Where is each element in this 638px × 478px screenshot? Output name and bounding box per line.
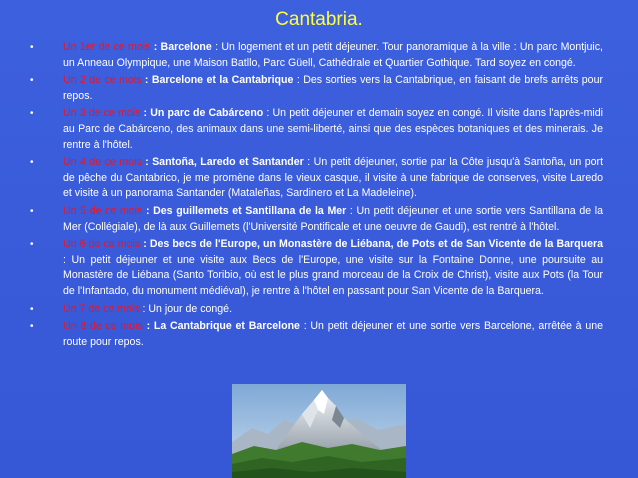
description: : Un petit déjeuner et une sortie vers Barcelone, arrêtée à une route pour repos. <box>63 320 603 348</box>
bullet-icon: • <box>30 108 34 120</box>
separator: : <box>140 238 150 251</box>
separator: : <box>142 204 154 217</box>
list-item <box>28 319 603 350</box>
day-label: Un 2 de ce mois <box>63 74 142 87</box>
slide-title: Cantabria. <box>275 9 363 30</box>
day-label: Un 4 de ce mois <box>63 156 142 169</box>
day-label: Un 3 de ce mois <box>63 107 141 120</box>
list-item <box>28 237 603 299</box>
separator: : <box>139 302 149 315</box>
list-item <box>28 73 603 104</box>
bullet-icon: • <box>30 75 34 87</box>
bullet-icon: • <box>30 157 34 169</box>
day-label: Un 1er de ce mois <box>63 41 151 53</box>
destination: La Cantabrique et Barcelone <box>153 320 300 333</box>
day-label: Un 8 de ce mois <box>63 320 143 333</box>
list-item <box>28 155 603 202</box>
day-label: Un 5 de ce mois <box>63 204 143 217</box>
bullet-icon: • <box>30 303 34 315</box>
separator: : <box>142 320 154 333</box>
mountain-photo <box>232 384 406 478</box>
list-item <box>28 40 603 71</box>
destination: Barcelone et la Cantabrique <box>151 74 294 87</box>
list-item <box>28 302 603 318</box>
mountain-landscape-icon <box>232 384 406 478</box>
separator: : <box>150 41 161 53</box>
separator: : <box>141 156 153 169</box>
bullet-icon: • <box>30 239 34 251</box>
description: : Un petit déjeuner et une visite aux Becs de l'Europe, une visite sur la Fontaine Donne, une poursuite au Monastère de Liébana (Santo Toribio, où est le plus grand morceau de la Croix de Christ), visite aux Pots (la Tour de l'Infantado, du monument médiéval), je rentre à l'hôtel en passant pour San Vicente de la Barquera. <box>63 253 603 297</box>
destination: Des guillemets et Santillana de la Mer <box>153 204 347 217</box>
description: : Des sorties vers la Cantabrique, en faisant de brefs arrêts pour repos. <box>63 74 603 102</box>
separator: : <box>141 74 152 87</box>
day-label: Un 6 de ce mois <box>63 238 141 251</box>
destination: Barcelone <box>160 41 212 53</box>
bullet-icon: • <box>30 205 34 217</box>
destination: Santoña, Laredo et Santander <box>152 156 304 169</box>
description: : Un petit déjeuner et une sortie vers Santillana de la Mer (Collégiale), de là aux Guillemets (l'Université Pontificale et une oeuvre de Gaudi), est rentré à l'hôtel. <box>63 204 603 233</box>
bullet-icon: • <box>30 42 34 53</box>
destination: Des becs de l'Europe, un Monastère de Liébana, de Pots et de San Vicente de la Barquera <box>149 238 603 251</box>
itinerary-list <box>28 40 603 352</box>
separator: : <box>140 107 151 120</box>
list-item <box>28 204 603 235</box>
list-item <box>28 106 603 153</box>
description: Un jour de congé. <box>148 302 233 315</box>
description: : Un petit déjeuner, sortie par la Côte jusqu'à Santoña, un port de pêche du Cantabrico, je me promène dans le vieux casque, il visite à une fabrique de conserves, visite Laredo et visite à un panorama Santander (Mataleñas, Sardinero et La Madeleine). <box>63 156 604 200</box>
description: : Un petit déjeuner et demain soyez en congé. Il visite dans l'après-midi au Parc de Cabárceno, des animaux dans une semi-liberté, ainsi que des espèces botaniques et des minerais. Je rentre à l'hôtel. <box>63 107 603 151</box>
day-label: Un 7 de ce mois <box>63 302 140 315</box>
destination: Un parc de Cabárceno <box>150 107 264 120</box>
bullet-icon: • <box>30 321 34 333</box>
description: : Un logement et un petit déjeuner. Tour panoramique à la ville : Un parc Montjuic, un Anneau Olympique, une Maison Batllo, Parc Güell, Cathédrale et Quartier Gothique. Tard soyez en congé. <box>63 41 604 69</box>
